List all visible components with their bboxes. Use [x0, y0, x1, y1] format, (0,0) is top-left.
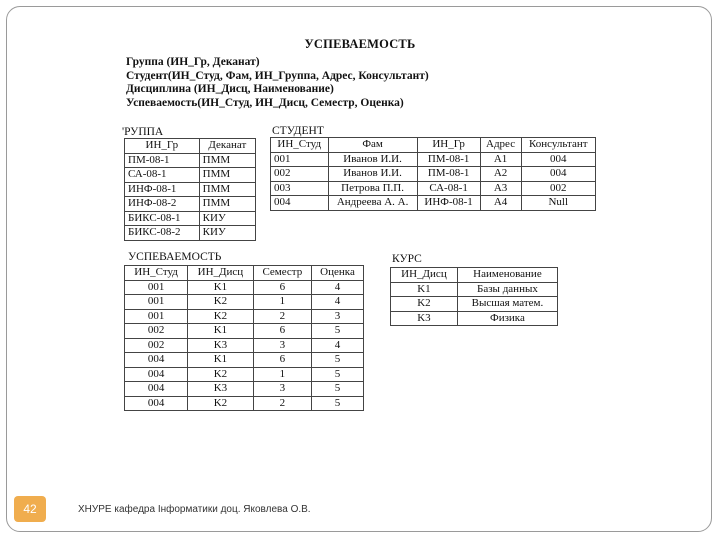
- table-cell: 004: [125, 382, 188, 397]
- table-cell: K1: [188, 280, 254, 295]
- table-row: [125, 382, 364, 397]
- column-header: Наименование: [457, 268, 557, 283]
- table-cell: 6: [253, 280, 311, 295]
- table-cell: Null: [521, 196, 595, 211]
- relation-schema-list: [126, 56, 429, 110]
- table-row: [391, 311, 558, 326]
- table-cell: A1: [480, 152, 521, 167]
- table-cell: 001: [125, 295, 188, 310]
- table-cell: 5: [312, 382, 364, 397]
- table-cell: ПММ: [199, 153, 255, 168]
- table-row: [125, 338, 364, 353]
- table-cell: Иванов И.И.: [328, 152, 417, 167]
- table-cell: 004: [125, 396, 188, 411]
- schema-line: Группа (ИН_Гр, Деканат): [126, 56, 260, 68]
- schema-line: Студент(ИН_Студ, Фам, ИН_Группа, Адрес, Консультант): [126, 69, 429, 82]
- table-cell: 001: [271, 152, 329, 167]
- table-cell: 6: [253, 324, 311, 339]
- table-cell: K2: [188, 367, 254, 382]
- table-row: [125, 168, 256, 183]
- table-cell: 3: [253, 338, 311, 353]
- table-row: [125, 211, 256, 226]
- table-cell: 002: [125, 324, 188, 339]
- table-row: [125, 182, 256, 197]
- table-cell: 1: [253, 367, 311, 382]
- table-cell: 5: [312, 324, 364, 339]
- table-cell: 5: [312, 367, 364, 382]
- table-cell: 004: [271, 196, 329, 211]
- table-cell: ПМ-08-1: [417, 152, 480, 167]
- table-cell: 5: [312, 396, 364, 411]
- table-cell: 001: [125, 280, 188, 295]
- table-cell: СА-08-1: [417, 181, 480, 196]
- table-cell: 2: [253, 309, 311, 324]
- course-table: [390, 267, 558, 326]
- table-cell: Петрова П.П.: [328, 181, 417, 196]
- column-header: ИН_Дисц: [391, 268, 458, 283]
- column-header: ИН_Дисц: [188, 266, 254, 281]
- table-cell: K3: [188, 382, 254, 397]
- student-table-caption: СТУДЕНТ: [272, 125, 324, 137]
- table-row: [125, 324, 364, 339]
- table-cell: 001: [125, 309, 188, 324]
- table-cell: 6: [253, 353, 311, 368]
- table-cell: K1: [188, 353, 254, 368]
- table-cell: ПММ: [199, 197, 255, 212]
- table-cell: СА-08-1: [125, 168, 200, 183]
- course-table-caption: КУРС: [392, 253, 422, 265]
- table-cell: K2: [188, 309, 254, 324]
- table-cell: 3: [253, 382, 311, 397]
- table-cell: A3: [480, 181, 521, 196]
- footer-text: ХНУРЕ кафедра Інформатики доц. Яковлева О.В.: [78, 504, 311, 515]
- table-cell: 4: [312, 338, 364, 353]
- table-cell: K3: [391, 311, 458, 326]
- column-header: Семестр: [253, 266, 311, 281]
- table-cell: Высшая матем.: [457, 297, 557, 312]
- table-cell: 4: [312, 295, 364, 310]
- column-header: Оценка: [312, 266, 364, 281]
- table-cell: 002: [271, 167, 329, 182]
- table-cell: БИКС-08-2: [125, 226, 200, 241]
- table-cell: Иванов И.И.: [328, 167, 417, 182]
- table-cell: K2: [391, 297, 458, 312]
- column-header: Фам: [328, 138, 417, 153]
- table-row: [125, 295, 364, 310]
- schema-line: Дисциплина (ИН_Дисц, Наименование): [126, 83, 334, 96]
- table-cell: 002: [125, 338, 188, 353]
- table-cell: КИУ: [199, 211, 255, 226]
- table-cell: ПМ-08-1: [125, 153, 200, 168]
- table-row: [125, 197, 256, 212]
- table-cell: K1: [391, 282, 458, 297]
- table-cell: 5: [312, 353, 364, 368]
- group-table: [124, 138, 256, 241]
- table-cell: 004: [125, 367, 188, 382]
- table-row: [271, 196, 596, 211]
- table-cell: ИНФ-08-2: [125, 197, 200, 212]
- student-table: [270, 137, 596, 211]
- table-row: [125, 309, 364, 324]
- table-cell: 004: [521, 167, 595, 182]
- table-cell: Андреева А. А.: [328, 196, 417, 211]
- table-cell: 2: [253, 396, 311, 411]
- table-row: [125, 353, 364, 368]
- table-cell: 1: [253, 295, 311, 310]
- table-cell: 002: [521, 181, 595, 196]
- table-cell: 004: [521, 152, 595, 167]
- table-cell: K2: [188, 295, 254, 310]
- table-cell: 003: [271, 181, 329, 196]
- table-cell: ПМ-08-1: [417, 167, 480, 182]
- table-cell: A4: [480, 196, 521, 211]
- table-row: [125, 367, 364, 382]
- table-row: [391, 282, 558, 297]
- table-row: [125, 153, 256, 168]
- table-row: [125, 396, 364, 411]
- column-header: Адрес: [480, 138, 521, 153]
- page-number-badge: 42: [14, 496, 46, 522]
- table-row: [271, 167, 596, 182]
- table-cell: ПММ: [199, 182, 255, 197]
- table-cell: A2: [480, 167, 521, 182]
- column-header: ИН_Студ: [271, 138, 329, 153]
- table-cell: 004: [125, 353, 188, 368]
- table-cell: K3: [188, 338, 254, 353]
- table-cell: Физика: [457, 311, 557, 326]
- table-cell: 3: [312, 309, 364, 324]
- table-cell: ПММ: [199, 168, 255, 183]
- grades-table: [124, 265, 364, 411]
- table-row: [391, 297, 558, 312]
- page-title: УСПЕВАЕМОСТЬ: [304, 37, 416, 51]
- grades-table-caption: УСПЕВАЕМОСТЬ: [128, 251, 222, 263]
- table-cell: Базы данных: [457, 282, 557, 297]
- table-cell: ИНФ-08-1: [125, 182, 200, 197]
- table-cell: ИНФ-08-1: [417, 196, 480, 211]
- column-header: Деканат: [199, 139, 255, 154]
- column-header: ИН_Гр: [417, 138, 480, 153]
- table-cell: 4: [312, 280, 364, 295]
- table-row: [271, 152, 596, 167]
- group-table-caption: 'РУППА: [122, 126, 164, 138]
- table-cell: КИУ: [199, 226, 255, 241]
- table-row: [271, 181, 596, 196]
- schema-line: Успеваемость(ИН_Студ, ИН_Дисц, Семестр, Оценка): [126, 96, 404, 109]
- column-header: Консультант: [521, 138, 595, 153]
- table-row: [125, 280, 364, 295]
- table-cell: K1: [188, 324, 254, 339]
- table-cell: K2: [188, 396, 254, 411]
- column-header: ИН_Студ: [125, 266, 188, 281]
- table-row: [125, 226, 256, 241]
- column-header: ИН_Гр: [125, 139, 200, 154]
- table-cell: БИКС-08-1: [125, 211, 200, 226]
